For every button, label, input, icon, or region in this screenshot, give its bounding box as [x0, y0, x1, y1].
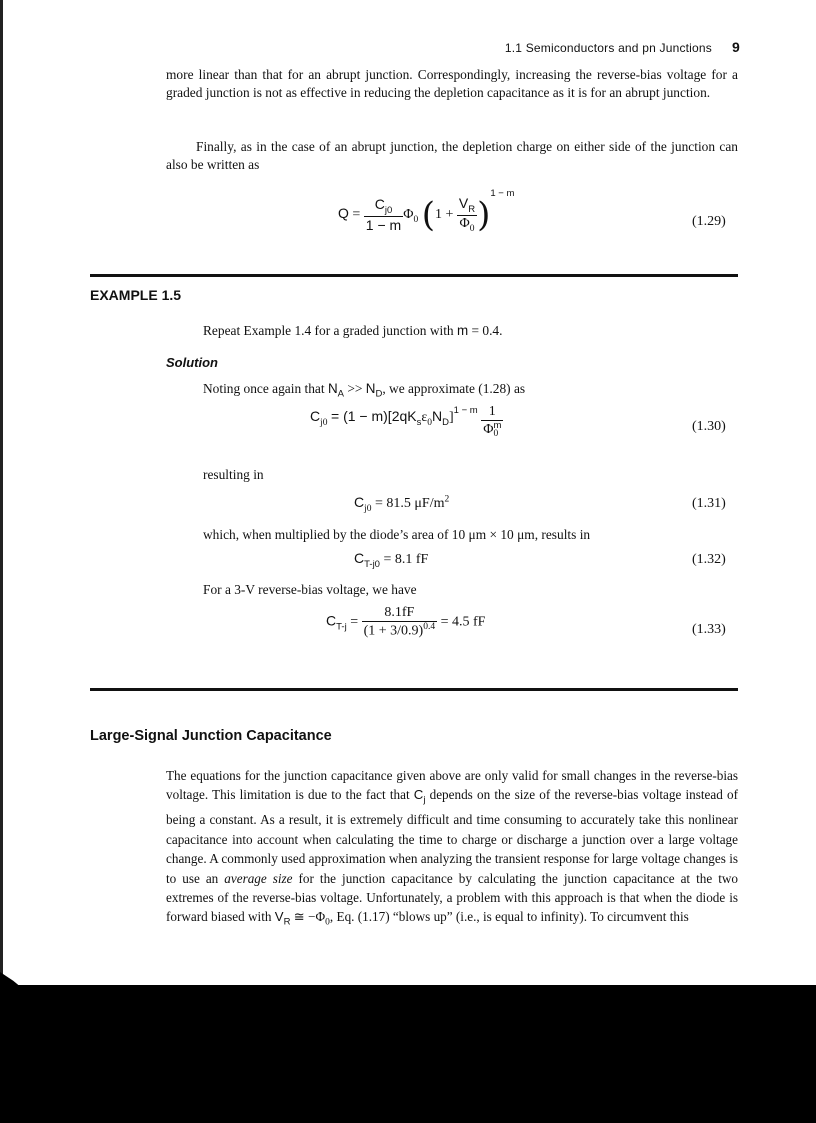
- eq130-frac-num: 1: [481, 404, 503, 421]
- eq129-phi-sub: 0: [413, 214, 419, 225]
- page-number: 9: [732, 39, 740, 55]
- equation-1-29: [338, 188, 514, 234]
- running-head-title: 1.1 Semiconductors and pn Junctions: [504, 41, 712, 55]
- sol1-na: N: [327, 381, 338, 396]
- eq130-frac-den-sub: 0: [493, 429, 499, 439]
- eq129-inner-den-sub: 0: [469, 224, 475, 235]
- equation-1-30: [310, 404, 503, 439]
- eq130-rhs: = (1 − m)[2qK: [331, 408, 417, 425]
- section-text-2: depends on the size of the reverse-bias voltage instead of being a constant. As a result, it is extremely difficult and time consuming to accurately take this nonlinear capacitance into account when calculating the time to charge or discharge a junction over a large voltage change. A commonly used approximation when analyzing the transient response for large voltage changes is to use an: [166, 787, 739, 886]
- eq129-exponent: 1 − m: [490, 188, 515, 199]
- eq130-close: ]: [449, 410, 454, 426]
- equation-1-33: [326, 605, 485, 640]
- section-text-3: for the junction capacitance by calculating the junction capacitance at the two extremes of the reverse-bias voltage. Unfortunately, a problem with this approach is that when the diode is forward biased with: [166, 870, 738, 925]
- eq132-rhs: = 8.1 fF: [383, 552, 429, 567]
- example-statement-text: Repeat Example 1.4 for a graded junction with: [203, 323, 457, 338]
- scan-left-edge: [0, 0, 3, 1000]
- example-statement: [203, 322, 743, 340]
- eq133-lhs-sub: T-j: [336, 621, 347, 633]
- section-text-1: The equations for the junction capacitance given above are only valid for small changes in the reverse-bias voltage. This limitation is due to the fact that: [166, 768, 738, 803]
- eq131-lhs-sub: j0: [364, 503, 372, 514]
- solution-line-1: [203, 380, 743, 403]
- eq129-inner-num: V: [458, 195, 469, 212]
- equation-number-1-32: (1.32): [692, 552, 726, 567]
- equation-number-1-31: (1.31): [692, 496, 726, 511]
- eq130-lhs: C: [310, 408, 321, 425]
- section-body: [166, 766, 738, 934]
- eq133-fraction: [362, 605, 437, 640]
- section-vr: V: [274, 909, 284, 925]
- eq129-num: C: [374, 196, 385, 213]
- eq132-lhs-sub: T-j0: [364, 558, 380, 570]
- section-text-4: , Eq. (1.17) “blows up” (i.e., is equal to infinity). To circumvent this: [329, 909, 689, 925]
- example-top-rule: [90, 274, 738, 277]
- eq129-num-sub: j0: [384, 205, 393, 217]
- section-cj-sub: j: [423, 795, 426, 807]
- eq129-fraction: [364, 196, 403, 233]
- sol1-post: , we approximate (1.28) as: [382, 381, 526, 396]
- scan-bottom-margin: [0, 985, 816, 1123]
- which-line: which, when multiplied by the diode’s area of 10 μm × 10 μm, results in: [203, 527, 591, 542]
- eq130-eps: ε: [421, 410, 428, 426]
- section-title: Large-Signal Junction Capacitance: [90, 728, 332, 744]
- paragraph-2: Finally, as in the case of an abrupt junction, the depletion charge on either side of the junction can also be written as: [166, 139, 738, 172]
- example-title: EXAMPLE 1.5: [90, 287, 182, 303]
- eq130-frac-den: Φ: [483, 422, 494, 438]
- example-bottom-rule: [90, 688, 738, 691]
- sol1-nd-sub: D: [375, 388, 383, 400]
- equation-1-32: [354, 550, 428, 570]
- eq129-lhs: Q: [338, 205, 349, 221]
- for-line: For a 3-V reverse-bias voltage, we have: [203, 582, 417, 597]
- eq129-den: 1 − m: [365, 217, 402, 234]
- eq132-lhs: C: [354, 550, 365, 566]
- equation-number-1-30: (1.30): [692, 419, 726, 434]
- sol1-nd: N: [365, 381, 376, 396]
- eq130-lhs-sub: j0: [320, 418, 328, 429]
- eq129-equals: =: [352, 207, 361, 222]
- eq133-equals: =: [350, 614, 359, 630]
- sol1-gg: >>: [343, 381, 366, 396]
- eq129-inner-den: Φ: [459, 216, 470, 232]
- eq129-open-paren: (: [421, 194, 435, 235]
- eq130-fraction: [481, 404, 503, 439]
- eq133-rhs: = 4.5 fF: [440, 614, 486, 630]
- section-approx: ≅ −Φ: [290, 909, 326, 925]
- eq133-den-sup: 0.4: [423, 622, 436, 632]
- eq133-den: (1 + 3/0.9): [363, 623, 424, 639]
- sol1-na-sub: A: [337, 388, 344, 400]
- section-vr-sub: R: [283, 917, 291, 929]
- eq130-eps-sub: 0: [427, 418, 432, 429]
- resulting-in: resulting in: [203, 467, 264, 482]
- eq129-inner-num-sub: R: [468, 204, 476, 216]
- eq133-num: 8.1fF: [362, 605, 437, 622]
- paragraph-1: more linear than that for an abrupt junction. Correspondingly, increasing the reverse-bias voltage for a graded junction is not as effective in reducing the depletion capacitance as it is for an abrupt junction.: [166, 67, 738, 100]
- eq130-nd: N: [432, 408, 443, 425]
- eq131-lhs: C: [354, 494, 365, 510]
- eq129-one-plus: 1 +: [434, 207, 454, 222]
- eq130-nd-sub: D: [442, 417, 449, 429]
- eq129-phi: Φ: [403, 207, 414, 222]
- equation-number-1-33: (1.33): [692, 622, 726, 637]
- section-emphasis: average size: [224, 870, 293, 886]
- eq133-lhs: C: [326, 612, 337, 629]
- sol1-pre: Noting once again that: [203, 381, 328, 396]
- eq131-sup: 2: [444, 494, 450, 505]
- example-statement-end: = 0.4.: [468, 323, 503, 338]
- eq130-exp: 1 − m: [453, 405, 478, 417]
- eq129-inner-fraction: [457, 195, 477, 234]
- equation-number-1-29: (1.29): [692, 214, 726, 229]
- running-head: [300, 39, 740, 55]
- eq129-close-paren: ): [477, 194, 491, 235]
- eq131-rhs: = 81.5 μF/m: [375, 496, 445, 511]
- section-cj: C: [413, 787, 424, 803]
- example-statement-var: m: [456, 323, 469, 338]
- solution-label: Solution: [166, 355, 218, 370]
- section-phi-sub: 0: [325, 918, 330, 929]
- eq130-frac-den-sup: m: [493, 420, 502, 431]
- eq130-ks-sub: s: [416, 417, 422, 429]
- equation-1-31: [354, 494, 449, 514]
